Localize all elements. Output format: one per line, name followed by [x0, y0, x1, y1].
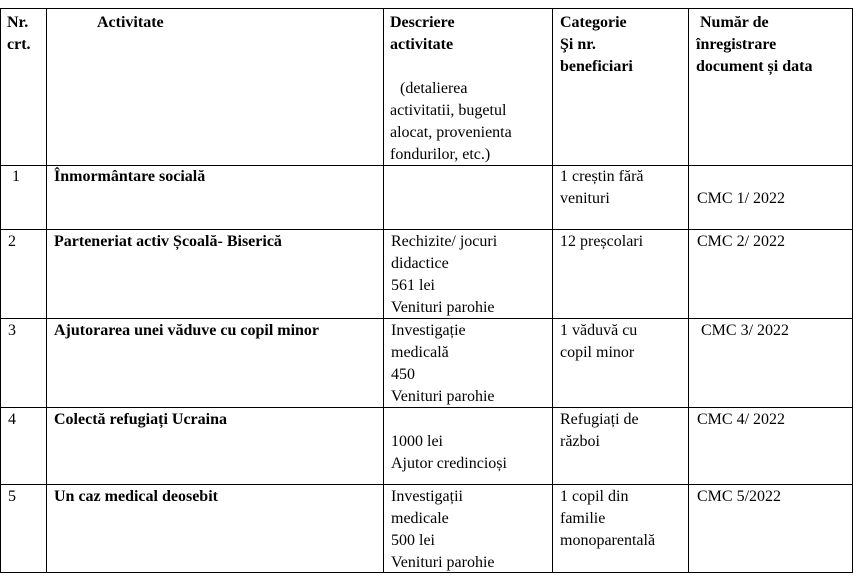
column-divider	[552, 8, 553, 573]
row-4-categorie	[560, 409, 639, 453]
column-divider	[46, 8, 47, 573]
row-5-categorie-line: monoparentală	[560, 532, 656, 549]
row-5-descriere-line: Venituri parohie	[391, 554, 495, 571]
row-4-activitate: Colectă refugiați Ucraina	[54, 411, 227, 428]
row-1-categorie	[560, 166, 644, 210]
row-1-categorie-line: 1 creștin fără	[560, 168, 644, 185]
header-nr-line: Nr.	[7, 14, 29, 31]
header-descriere-line: Descriere	[390, 14, 455, 31]
row-5-descriere-line: Investigații	[391, 488, 463, 505]
row-3-descriere-line: 450	[391, 366, 415, 383]
row-5-descriere-line: 500 lei	[391, 532, 435, 549]
row-1-categorie-line: venituri	[560, 190, 610, 207]
row-2-nr: 2	[8, 233, 16, 250]
row-2-categorie-line: 12 preșcolari	[560, 233, 644, 250]
header-categorie-line: beneficiari	[560, 58, 633, 75]
row-2-activitate: Parteneriat activ Școală- Biserică	[54, 233, 282, 250]
row-3-document: CMC 3/ 2022	[701, 322, 790, 339]
row-2-descriere-line: didactice	[391, 255, 449, 272]
row-3-nr: 3	[8, 322, 16, 339]
header-nr-line: crt.	[7, 36, 31, 53]
row-divider	[0, 484, 853, 485]
row-4-document: CMC 4/ 2022	[697, 411, 786, 428]
row-4-categorie-line: război	[560, 433, 600, 450]
header-descriere-note: fondurilor, etc.)	[390, 146, 491, 163]
header-numar-line: înregistrare	[696, 36, 777, 53]
row-5-activitate: Un caz medical deosebit	[54, 488, 218, 505]
header-categorie-line: Categorie	[560, 14, 627, 31]
header-descriere-line: activitate	[390, 36, 454, 53]
header-descriere	[390, 12, 512, 166]
row-1-activitate: Înmormântare socială	[54, 168, 206, 185]
header-numar-line: Număr de	[700, 14, 769, 31]
row-5-document: CMC 5/2022	[697, 488, 782, 505]
row-5-nr: 5	[8, 488, 16, 505]
row-2-descriere-line: 561 lei	[391, 277, 435, 294]
row-2-categorie	[560, 231, 643, 253]
row-3-categorie-line: copil minor	[560, 344, 635, 361]
row-4-descriere	[391, 431, 507, 475]
header-nr	[7, 12, 31, 56]
header-categorie	[560, 12, 633, 78]
row-1-nr: 1	[12, 168, 20, 185]
row-4-categorie-line: Refugiați de	[560, 411, 639, 428]
row-3-activitate: Ajutorarea unei văduve cu copil minor	[54, 322, 320, 339]
row-2-descriere-line: Rechizite/ jocuri	[391, 233, 498, 250]
row-4-nr: 4	[8, 411, 16, 428]
header-categorie-line: Şi nr.	[560, 36, 596, 53]
row-2-descriere	[391, 231, 497, 319]
table-border-left	[0, 8, 1, 573]
row-divider	[0, 229, 853, 230]
row-3-categorie-line: 1 văduvă cu	[560, 322, 638, 339]
row-4-descriere-line: 1000 lei	[391, 433, 443, 450]
row-1-document: CMC 1/ 2022	[697, 190, 786, 207]
row-3-descriere-line: Venituri parohie	[391, 388, 495, 405]
row-2-descriere-line: Venituri parohie	[391, 299, 495, 316]
table-border-top	[0, 8, 853, 9]
row-3-descriere	[391, 320, 495, 408]
row-3-categorie	[560, 320, 637, 364]
header-numar	[696, 12, 812, 78]
row-5-descriere	[391, 486, 495, 574]
row-3-descriere-line: Investigație	[391, 322, 466, 339]
row-5-categorie-line: 1 copil din	[560, 488, 629, 505]
row-5-categorie	[560, 486, 655, 552]
header-descriere-note: alocat, provenienta	[390, 124, 512, 141]
header-descriere-note: (detalierea	[400, 80, 468, 97]
row-5-descriere-line: medicale	[391, 510, 449, 527]
column-divider	[688, 8, 689, 573]
row-4-descriere-line: Ajutor credincioși	[391, 455, 507, 472]
header-activitate: Activitate	[97, 14, 164, 31]
column-divider	[383, 8, 384, 573]
header-descriere-note: activitatii, bugetul	[390, 102, 507, 119]
row-2-document: CMC 2/ 2022	[697, 233, 786, 250]
row-5-categorie-line: familie	[560, 510, 606, 527]
row-3-descriere-line: medicală	[391, 344, 449, 361]
header-numar-line: document și data	[696, 58, 813, 75]
